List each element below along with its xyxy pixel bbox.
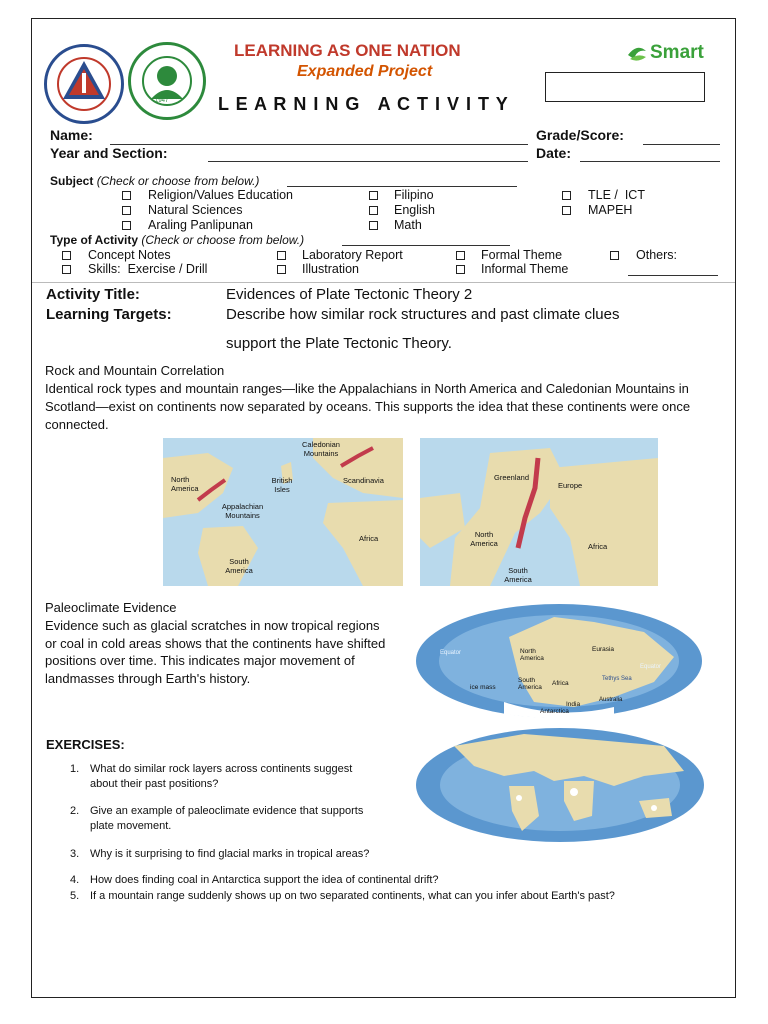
subject-natural-sciences: Natural Sciences bbox=[148, 203, 243, 217]
subject-mapeh: MAPEH bbox=[588, 203, 633, 217]
activity-heading: L E A R N I N G A C T I V I T Y bbox=[218, 94, 509, 114]
year-section-label: Year and Section: bbox=[50, 145, 168, 161]
activity-title: Evidences of Plate Tectonic Theory 2 bbox=[226, 286, 473, 303]
checkbox-formal-theme[interactable] bbox=[456, 251, 465, 260]
checkbox-filipino[interactable] bbox=[369, 191, 378, 200]
date-line[interactable] bbox=[580, 161, 720, 162]
date-label: Date: bbox=[536, 145, 572, 161]
type-lab-report: Laboratory Report bbox=[302, 248, 403, 262]
subject-filipino: Filipino bbox=[394, 188, 434, 202]
map1-north-america: North America bbox=[171, 475, 199, 493]
subject-math: Math bbox=[394, 218, 422, 232]
globe1-eurasia: Eurasia bbox=[592, 646, 615, 653]
map2-north-america: North America bbox=[470, 530, 498, 548]
globe1-south-america: South America bbox=[518, 677, 542, 691]
map2-africa: Africa bbox=[588, 542, 608, 551]
exercise-5-number: 5. bbox=[70, 890, 80, 902]
checkbox-mapeh[interactable] bbox=[562, 206, 571, 215]
subject-religion: Religion/Values Education bbox=[148, 188, 294, 202]
globe1-antarctica: Antarctica bbox=[540, 708, 569, 715]
paleoclimate-globe-1 bbox=[414, 602, 704, 720]
rock-correlation-map-2 bbox=[420, 438, 658, 586]
section1-heading: Rock and Mountain Correlation bbox=[45, 363, 225, 378]
smart-logo bbox=[626, 42, 704, 64]
name-line[interactable] bbox=[110, 144, 528, 145]
score-box[interactable] bbox=[545, 72, 705, 102]
checkbox-tle-ict[interactable] bbox=[562, 191, 571, 200]
header-title: LEARNING AS ONE NATION bbox=[234, 41, 461, 60]
exercise-1-number: 1. bbox=[70, 763, 80, 775]
section-divider bbox=[32, 282, 735, 283]
type-formal-theme: Formal Theme bbox=[481, 248, 563, 262]
map1-caledonian: Caledonian Mountains bbox=[302, 440, 340, 458]
type-illustration: Illustration bbox=[302, 262, 359, 276]
exercise-3-text: Why is it surprising to find glacial marks in tropical areas? bbox=[90, 848, 370, 860]
qchs-seal-logo bbox=[128, 42, 206, 120]
section1-body: Identical rock types and mountain ranges—like the Appalachians in North America and Caledonian Mountains in Scotland—exist on continents now separated by oceans. This supports the idea that these continents were once connected. bbox=[45, 381, 691, 432]
globe1-ice-mass: ice mass bbox=[470, 684, 496, 691]
exercise-5-text: If a mountain range suddenly shows up on two separated continents, what can you infer about Earth's past? bbox=[90, 890, 615, 902]
map1-british-isles: British Isles bbox=[271, 476, 293, 494]
globe1-tethys-sea: Tethys Sea bbox=[602, 676, 632, 682]
globe1-india: India bbox=[566, 701, 581, 708]
globe1-equator-right: Equator bbox=[640, 664, 662, 670]
checkbox-natural-sciences[interactable] bbox=[122, 206, 131, 215]
checkbox-concept-notes[interactable] bbox=[62, 251, 71, 260]
checkbox-araling[interactable] bbox=[122, 221, 131, 230]
type-others: Others: bbox=[636, 248, 677, 262]
exercise-2-text: Give an example of paleoclimate evidence that supports plate movement. bbox=[90, 805, 364, 832]
map1-south-america: South America bbox=[225, 557, 253, 575]
checkbox-informal-theme[interactable] bbox=[456, 265, 465, 274]
smart-wordmark: Smart bbox=[650, 42, 704, 63]
checkbox-lab-report[interactable] bbox=[277, 251, 286, 260]
sdo-seal-logo bbox=[44, 44, 124, 124]
subject-tle-ict: TLE / ICT bbox=[588, 188, 645, 202]
name-label: Name: bbox=[50, 127, 93, 143]
exercise-4-text: How does finding coal in Antarctica support the idea of continental drift? bbox=[90, 874, 439, 886]
activity-title-label: Activity Title: bbox=[46, 286, 140, 303]
map1-africa: Africa bbox=[359, 534, 379, 543]
seal-year: 1947 bbox=[155, 98, 169, 104]
section2-heading: Paleoclimate Evidence bbox=[45, 600, 177, 615]
subject-araling: Araling Panlipunan bbox=[148, 218, 253, 232]
type-informal-theme: Informal Theme bbox=[481, 262, 569, 276]
type-concept-notes: Concept Notes bbox=[88, 248, 171, 262]
activity-type-line[interactable] bbox=[342, 245, 510, 246]
checkbox-religion[interactable] bbox=[122, 191, 131, 200]
checkbox-math[interactable] bbox=[369, 221, 378, 230]
others-line[interactable] bbox=[628, 275, 718, 276]
paleoclimate-globe-2 bbox=[414, 726, 706, 844]
section2-body: Evidence such as glacial scratches in now tropical regions or coal in cold areas shows that the continents have shifted positions over time. This indicates major movement of landmasses through Earth's history. bbox=[45, 618, 386, 686]
subject-label: Subject (Check or choose from below.) bbox=[50, 174, 260, 188]
globe1-africa: Africa bbox=[552, 680, 569, 687]
map1-scandinavia: Scandinavia bbox=[343, 476, 384, 485]
exercises-heading: EXERCISES: bbox=[46, 737, 125, 752]
checkbox-english[interactable] bbox=[369, 206, 378, 215]
exercise-4-number: 4. bbox=[70, 874, 80, 886]
year-section-line[interactable] bbox=[208, 161, 528, 162]
subject-line[interactable] bbox=[287, 186, 517, 187]
map2-greenland: Greenland bbox=[494, 473, 530, 482]
map2-south-america: South America bbox=[504, 566, 532, 584]
rock-correlation-map-1 bbox=[163, 438, 403, 586]
activity-type-label: Type of Activity (Check or choose from below.) bbox=[50, 233, 305, 247]
exercise-2-number: 2. bbox=[70, 805, 80, 817]
exercise-3-number: 3. bbox=[70, 848, 80, 860]
header-subtitle: Expanded Project bbox=[297, 63, 433, 80]
grade-label: Grade/Score: bbox=[536, 127, 624, 143]
map1-appalachian: Appalachian Mountains bbox=[221, 502, 264, 520]
learning-targets-label: Learning Targets: bbox=[46, 306, 172, 323]
type-skills: Skills: Exercise / Drill bbox=[88, 262, 208, 276]
subject-english: English bbox=[394, 203, 435, 217]
learning-targets-line1: Describe how similar rock structures and past climate clues bbox=[226, 306, 620, 323]
learning-targets-line2: support the Plate Tectonic Theory. bbox=[226, 335, 452, 352]
checkbox-illustration[interactable] bbox=[277, 265, 286, 274]
smart-icon bbox=[626, 43, 648, 63]
checkbox-skills[interactable] bbox=[62, 265, 71, 274]
globe1-australia: Australia bbox=[599, 697, 623, 703]
globe1-equator-left: Equator bbox=[440, 650, 462, 656]
globe1-north-america: North America bbox=[520, 648, 544, 662]
grade-line[interactable] bbox=[643, 144, 720, 145]
checkbox-others[interactable] bbox=[610, 251, 619, 260]
map2-europe: Europe bbox=[558, 481, 583, 490]
exercise-1-text: What do similar rock layers across continents suggest about their past positions? bbox=[90, 763, 353, 790]
